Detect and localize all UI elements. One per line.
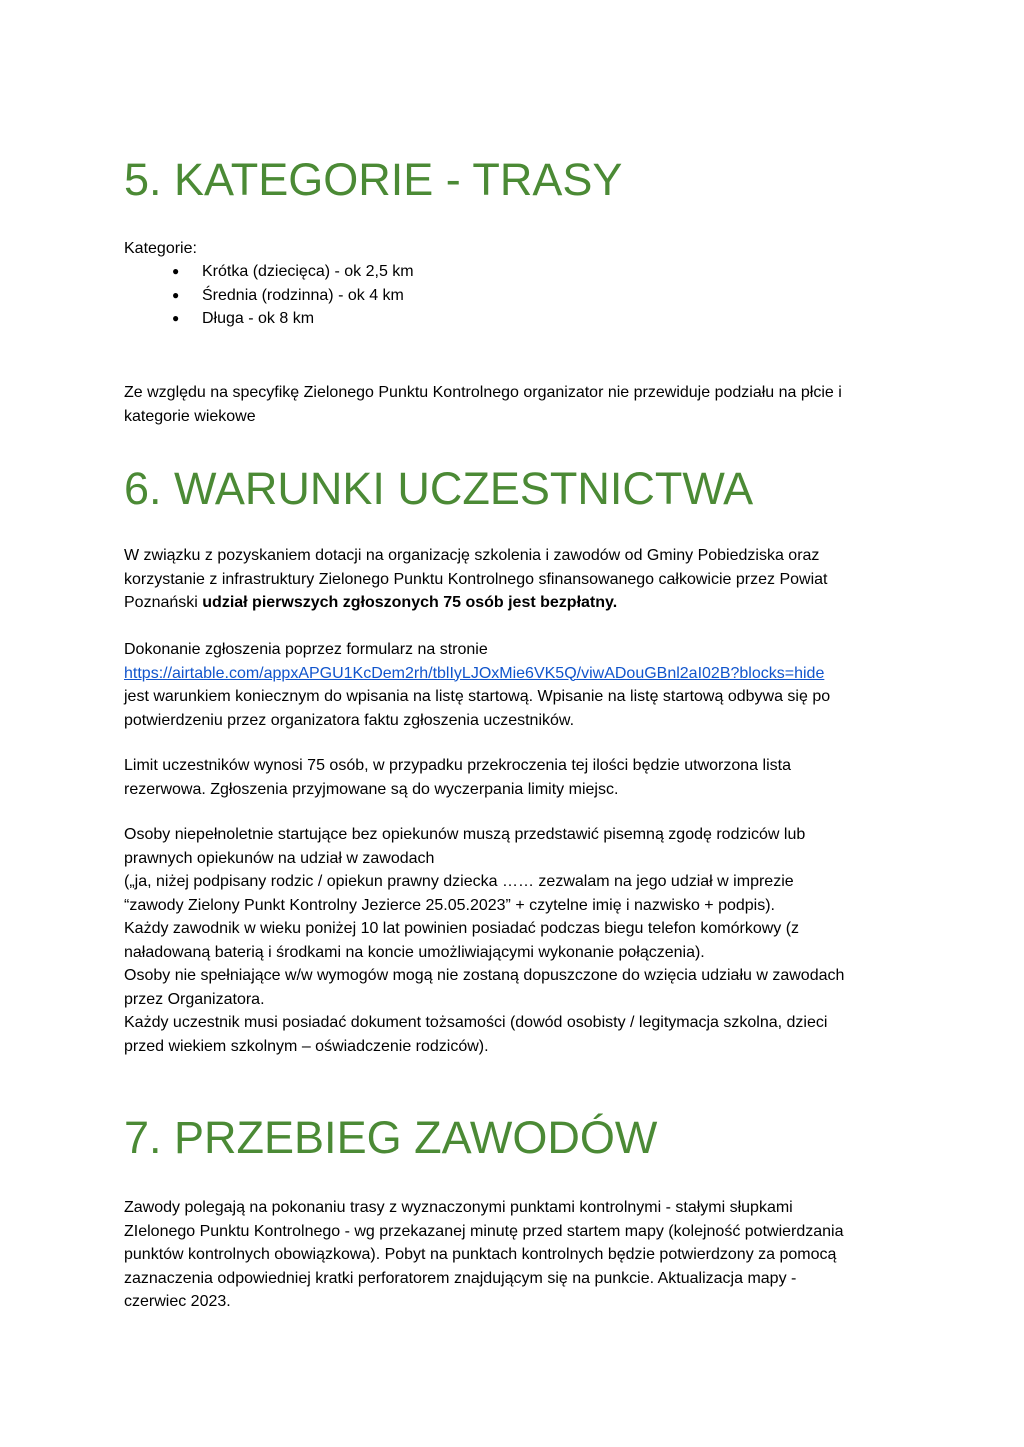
paragraph-line: ZIelonego Punktu Kontrolnego - wg przekazanej minutę przed startem mapy (kolejność potwierdzania bbox=[124, 1222, 844, 1240]
paragraph-text: Poznański bbox=[124, 594, 203, 611]
categories-list bbox=[124, 260, 414, 331]
paragraph-line: Osoby nie spełniające w/w wymogów mogą nie zostaną dopuszczone do wzięcia udziału w zawodach bbox=[124, 967, 845, 984]
paragraph-line: zaznaczenia odpowiedniej kratki perforatorem znajdującym się na punkcie. Aktualizacja mapy - bbox=[124, 1269, 797, 1287]
paragraph-line: W związku z pozyskaniem dotacji na organizację szkolenia i zawodów od Gminy Pobiedziska oraz bbox=[124, 547, 820, 564]
free-entry-emphasis: udział pierwszych zgłoszonych 75 osób jest bezpłatny. bbox=[202, 594, 618, 611]
paragraph-line bbox=[124, 591, 904, 615]
category-label: Krótka (dziecięca) - ok 2,5 km bbox=[202, 263, 414, 280]
section-5-heading: 5. KATEGORIE - TRASY bbox=[124, 154, 623, 205]
paragraph-line: Każdy zawodnik w wieku poniżej 10 lat powinien posiadać podczas biegu telefon komórkowy (z bbox=[124, 920, 800, 937]
note-line: kategorie wiekowe bbox=[124, 407, 256, 425]
paragraph-line: („ja, niżej podpisany rodzic / opiekun prawny dziecka …… zezwalam na jego udział w imprezie bbox=[124, 873, 794, 890]
note-line: Ze względu na specyfikę Zielonego Punktu Kontrolnego organizator nie przewiduje podziału na płcie i bbox=[124, 384, 842, 401]
categories-note bbox=[124, 381, 904, 428]
paragraph-line: naładowaną baterią i środkami na koncie umożliwiającymi wykonanie połączenia). bbox=[124, 943, 705, 961]
section-6-heading: 6. WARUNKI UCZESTNICTWA bbox=[124, 463, 754, 514]
paragraph-line: potwierdzeniu przez organizatora faktu zgłoszenia uczestników. bbox=[124, 711, 575, 729]
registration-paragraph bbox=[124, 638, 904, 732]
funding-paragraph bbox=[124, 544, 904, 615]
bullet-icon: ● bbox=[172, 264, 180, 278]
registration-form-link[interactable]: https://airtable.com/appxAPGU1KcDem2rh/tblIyLJOxMie6VK5Q/viwADouGBnl2aI02B?blocks=hide bbox=[124, 664, 825, 682]
bullet-icon: ● bbox=[172, 311, 180, 325]
paragraph-line: przed wiekiem szkolnym – oświadczenie rodziców). bbox=[124, 1037, 489, 1055]
paragraph-line: Limit uczestników wynosi 75 osób, w przypadku przekroczenia tej ilości będzie utworzona lista bbox=[124, 757, 791, 774]
paragraph-line: Zawody polegają na pokonaniu trasy z wyznaczonymi punktami kontrolnymi - stałymi słupkami bbox=[124, 1199, 793, 1216]
category-item bbox=[124, 307, 414, 331]
category-item bbox=[124, 260, 414, 284]
paragraph-line: Osoby niepełnoletnie startujące bez opiekunów muszą przedstawić pisemną zgodę rodziców lub bbox=[124, 826, 806, 843]
race-description-paragraph bbox=[124, 1196, 904, 1314]
category-label: Długa - ok 8 km bbox=[202, 310, 315, 327]
minors-paragraph bbox=[124, 823, 904, 1058]
category-label: Średnia (rodzinna) - ok 4 km bbox=[202, 286, 404, 304]
paragraph-line: “zawody Zielony Punkt Kontrolny Jezierce 25.05.2023” + czytelne imię i nazwisko + podpis). bbox=[124, 896, 775, 914]
paragraph-line: Każdy uczestnik musi posiadać dokument tożsamości (dowód osobisty / legitymacja szkolna, dzieci bbox=[124, 1014, 828, 1031]
paragraph-line: jest warunkiem koniecznym do wpisania na listę startową. Wpisanie na listę startową odbywa się po bbox=[124, 688, 831, 705]
limit-paragraph bbox=[124, 754, 904, 801]
paragraph-line: czerwiec 2023. bbox=[124, 1293, 231, 1310]
paragraph-line: Dokonanie zgłoszenia poprzez formularz na stronie bbox=[124, 641, 488, 658]
paragraph-line: prawnych opiekunów na udział w zawodach bbox=[124, 849, 435, 867]
bullet-icon: ● bbox=[172, 287, 180, 302]
categories-intro: Kategorie: bbox=[124, 240, 197, 257]
paragraph-line: korzystanie z infrastruktury Zielonego Punktu Kontrolnego sfinansowanego całkowicie przez Powiat bbox=[124, 570, 828, 588]
paragraph-line: punktów kontrolnych obowiązkowa). Pobyt na punktach kontrolnych będzie potwierdzony za pomocą bbox=[124, 1246, 837, 1263]
paragraph-line: przez Organizatora. bbox=[124, 990, 265, 1008]
category-item bbox=[124, 284, 414, 308]
section-7-heading: 7. PRZEBIEG ZAWODÓW bbox=[124, 1112, 658, 1163]
paragraph-line: rezerwowa. Zgłoszenia przyjmowane są do wyczerpania limity miejsc. bbox=[124, 780, 619, 798]
